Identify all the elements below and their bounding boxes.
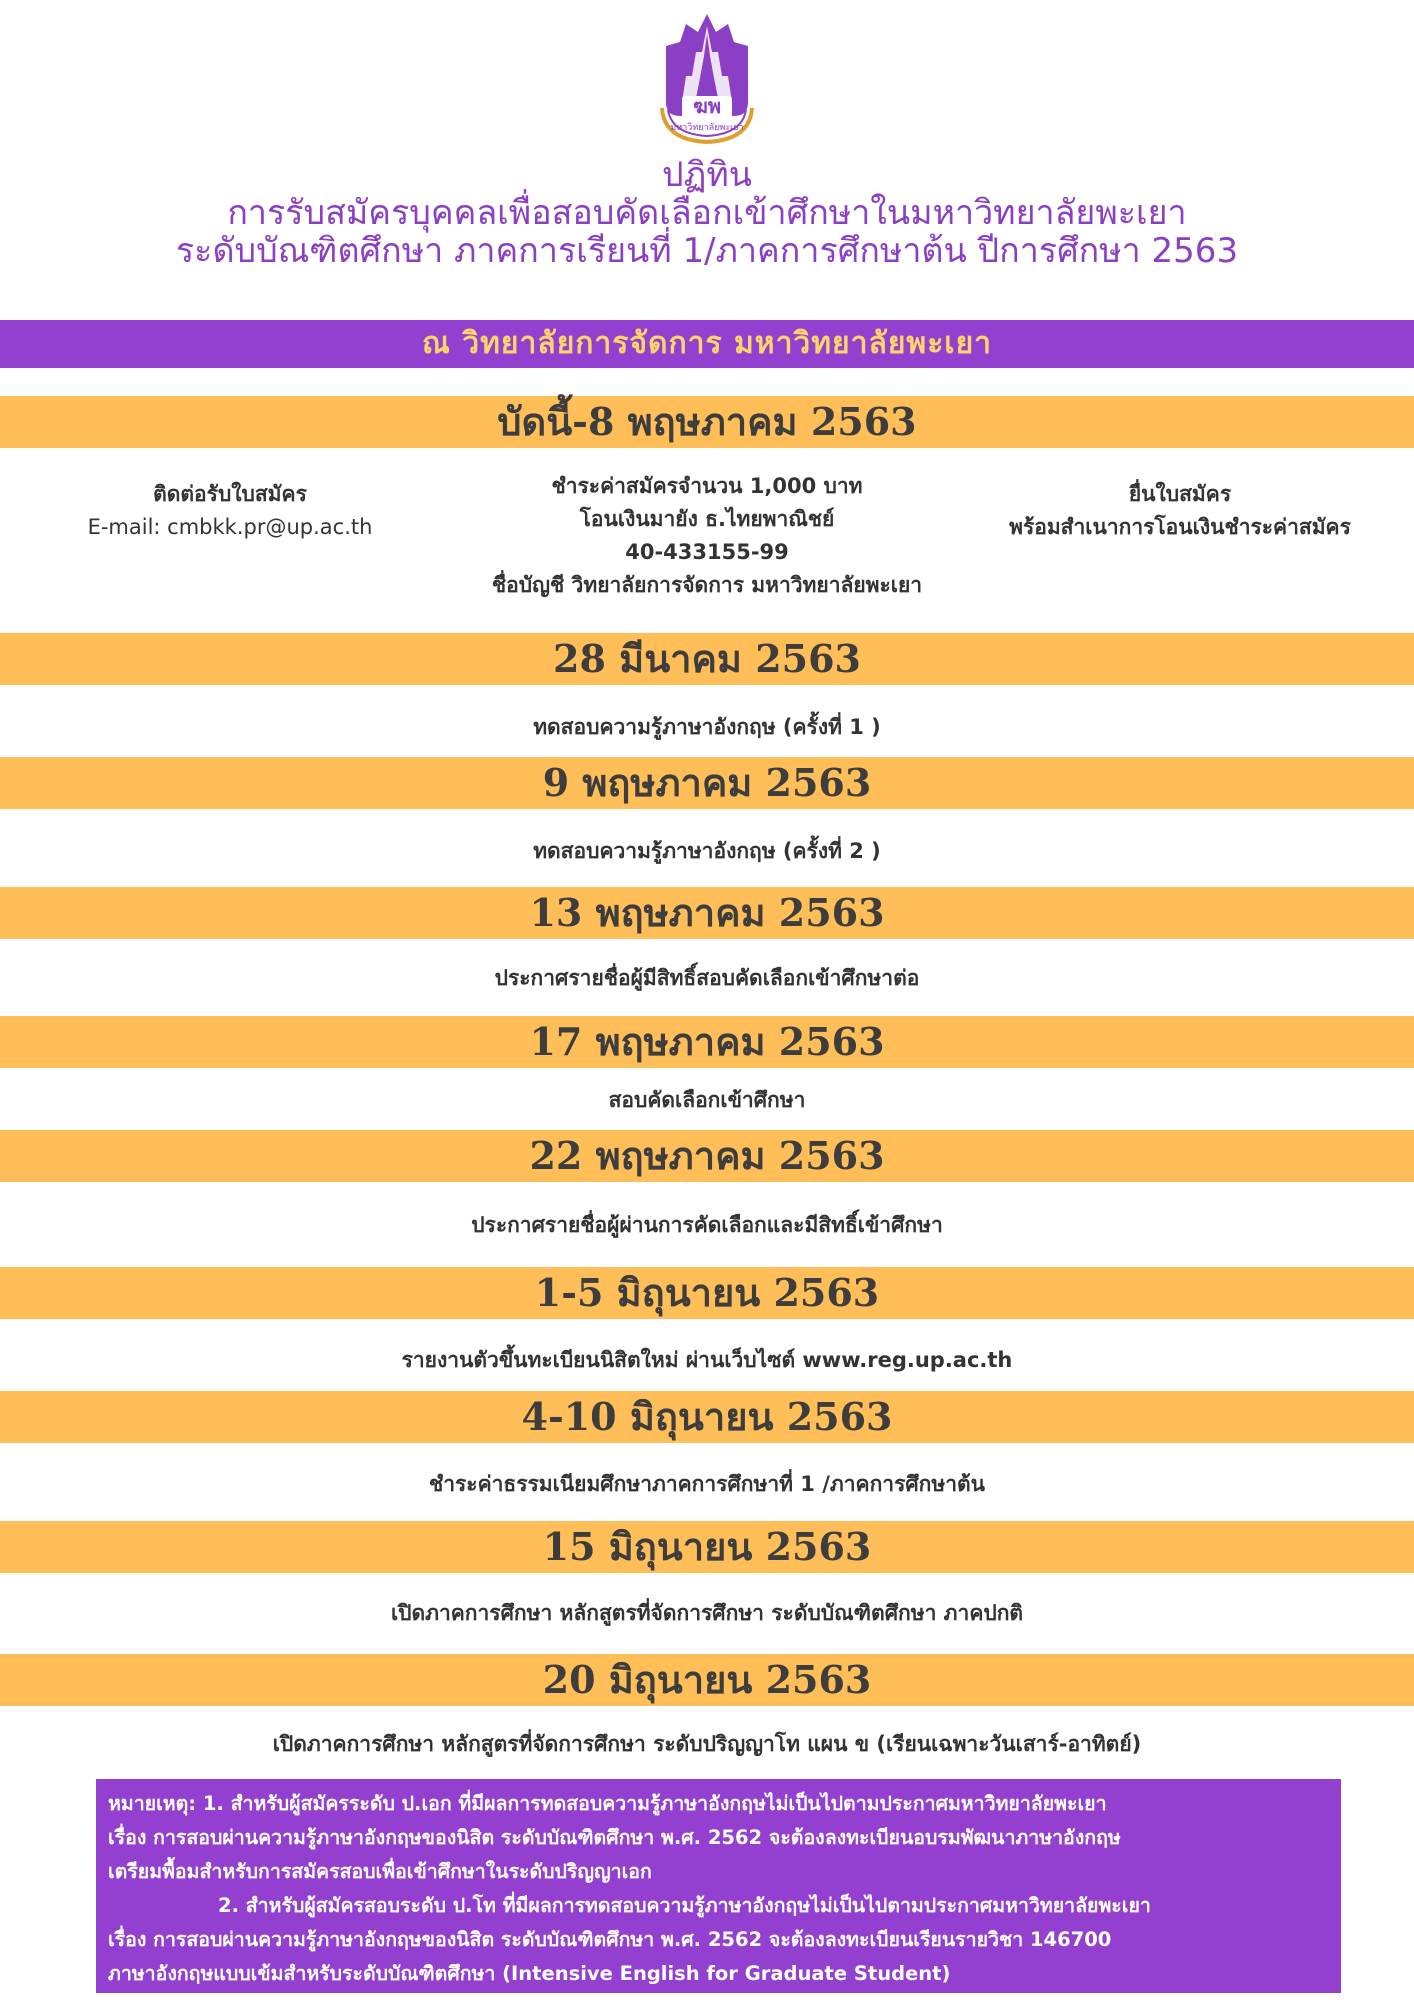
submit-info <box>980 478 1380 544</box>
contact-info <box>40 478 420 544</box>
application-date-bar: บัดนี้-8 พฤษภาคม 2563 <box>0 396 1414 448</box>
payment-account-name: ชื่อบัญชี วิทยาลัยการจัดการ มหาวิทยาลัยพะเยา <box>491 573 923 597</box>
location-banner: ณ วิทยาลัยการจัดการ มหาวิทยาลัยพะเยา <box>0 320 1414 368</box>
event-date-bar: 4-10 มิถุนายน 2563 <box>0 1391 1414 1443</box>
svg-text:มหาวิทยาลัยพะเยา: มหาวิทยาลัยพะเยา <box>670 123 744 133</box>
contact-email[interactable]: E-mail: cmbkk.pr@up.ac.th <box>87 515 373 539</box>
event-date-bar: 15 มิถุนายน 2563 <box>0 1521 1414 1573</box>
event-date-bar: 28 มีนาคม 2563 <box>0 633 1414 685</box>
event-date-bar: 22 พฤษภาคม 2563 <box>0 1130 1414 1182</box>
remark-line: เตรียมพื้อมสำหรับการสมัครสอบเพื่อเข้าศึกษาในระดับปริญญาเอก <box>108 1860 652 1883</box>
submit-line-2: พร้อมสำเนาการโอนเงินชำระค่าสมัคร <box>1009 515 1351 539</box>
payment-bank: โอนเงินมายัง ธ.ไทยพาณิชย์ <box>579 507 835 531</box>
event-description: ประกาศรายชื่อผู้ผ่านการคัดเลือกและมีสิทธิ์เข้าศึกษา <box>471 1213 943 1237</box>
event-date-bar: 1-5 มิถุนายน 2563 <box>0 1267 1414 1319</box>
event-description: เปิดภาคการศึกษา หลักสูตรที่จัดการศึกษา ระดับบัณฑิตศึกษา ภาคปกติ <box>390 1601 1024 1625</box>
remark-line: ภาษาอังกฤษแบบเข้มสำหรับระดับบัณฑิตศึกษา (Intensive English for Graduate Student) <box>108 1962 951 1985</box>
event-description: ทดสอบความรู้ภาษาอังกฤษ (ครั้งที่ 2 ) <box>533 839 881 863</box>
svg-text:ฆพ: ฆพ <box>692 94 722 118</box>
remark-line: หมายเหตุ: 1. สำหรับผู้สมัครระดับ ป.เอก ที่มีผลการทดสอบความรู้ภาษาอังกฤษไม่เป็นไปตามประกาศมหาวิทยาลัยพะเยา <box>108 1792 1107 1815</box>
payment-fee: ชำระค่าสมัครจำนวน 1,000 บาท <box>551 474 863 498</box>
event-date-bar: 20 มิถุนายน 2563 <box>0 1654 1414 1706</box>
event-date-bar: 9 พฤษภาคม 2563 <box>0 757 1414 809</box>
event-description: ทดสอบความรู้ภาษาอังกฤษ (ครั้งที่ 1 ) <box>533 715 881 739</box>
contact-label: ติดต่อรับใบสมัคร <box>153 482 307 506</box>
page-title <box>0 156 1414 270</box>
payment-info <box>420 470 994 602</box>
event-description: ประกาศรายชื่อผู้มีสิทธิ์สอบคัดเลือกเข้าศึกษาต่อ <box>494 966 920 990</box>
title-line-1: ปฏิทิน <box>661 155 753 195</box>
university-seal-icon <box>656 12 758 152</box>
event-description: เปิดภาคการศึกษา หลักสูตรที่จัดการศึกษา ระดับปริญญาโท แผน ข (เรียนเฉพาะวันเสาร์-อาทิตย์) <box>272 1732 1142 1756</box>
payment-account-no: 40-433155-99 <box>625 540 789 564</box>
remarks-box <box>96 1779 1341 1993</box>
remark-line: 2. สำหรับผู้สมัครสอบระดับ ป.โท ที่มีผลการทดสอบความรู้ภาษาอังกฤษไม่เป็นไปตามประกาศมหาวิทยาลัยพะเยา <box>218 1894 1151 1917</box>
university-logo <box>656 12 758 152</box>
submit-line-1: ยื่นใบสมัคร <box>1128 482 1232 506</box>
event-date-bar: 17 พฤษภาคม 2563 <box>0 1016 1414 1068</box>
title-line-2: การรับสมัครบุคคลเพื่อสอบคัดเลือกเข้าศึกษาในมหาวิทยาลัยพะเยา <box>227 193 1187 233</box>
event-description: สอบคัดเลือกเข้าศึกษา <box>608 1088 806 1112</box>
title-line-3: ระดับบัณฑิตศึกษา ภาคการเรียนที่ 1/ภาคการศึกษาต้น ปีการศึกษา 2563 <box>175 231 1239 271</box>
remark-line: เรื่อง การสอบผ่านความรู้ภาษาอังกฤษของนิสิต ระดับบัณฑิตศึกษา พ.ศ. 2562 จะต้องลงทะเบียนเรียนรายวิชา 146700 <box>108 1928 1112 1951</box>
remark-line: เรื่อง การสอบผ่านความรู้ภาษาอังกฤษของนิสิต ระดับบัณฑิตศึกษา พ.ศ. 2562 จะต้องลงทะเบียนอบรมพัฒนาภาษาอังกฤษ <box>108 1826 1121 1849</box>
event-date-bar: 13 พฤษภาคม 2563 <box>0 887 1414 939</box>
event-description: รายงานตัวขึ้นทะเบียนนิสิตใหม่ ผ่านเว็บไซต์ www.reg.up.ac.th <box>401 1348 1013 1372</box>
event-description: ชำระค่าธรรมเนียมศึกษาภาคการศึกษาที่ 1 /ภาคการศึกษาต้น <box>428 1472 986 1496</box>
